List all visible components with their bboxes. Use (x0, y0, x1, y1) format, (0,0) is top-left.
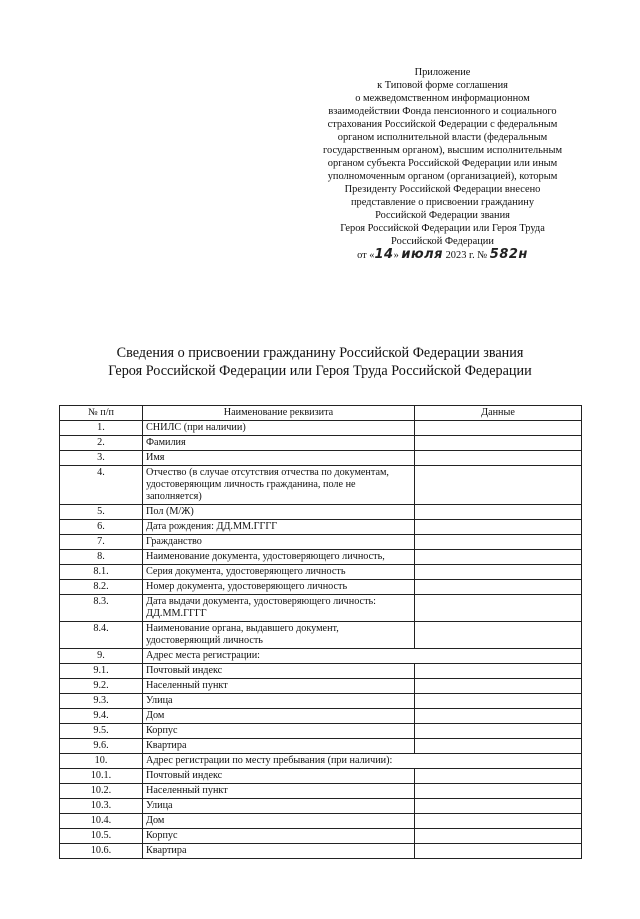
data-cell[interactable] (415, 739, 582, 754)
date-year: 2023 г. № (445, 250, 488, 261)
requisite-name: Фамилия (143, 436, 415, 451)
date-prefix: от « (357, 250, 375, 261)
row-number: 8.1. (60, 565, 143, 580)
date-mid: » (393, 250, 399, 261)
requisite-name: Населенный пункт (143, 679, 415, 694)
header-num: № п/п (60, 406, 143, 421)
table-row (60, 754, 582, 769)
row-number: 9.5. (60, 724, 143, 739)
row-number: 9.6. (60, 739, 143, 754)
data-cell[interactable] (415, 622, 582, 649)
data-cell[interactable] (415, 664, 582, 679)
table-row (60, 436, 582, 451)
row-number: 6. (60, 520, 143, 535)
data-cell[interactable] (415, 769, 582, 784)
table-row (60, 550, 582, 565)
row-number: 4. (60, 466, 143, 505)
data-cell[interactable] (415, 520, 582, 535)
table-row (60, 784, 582, 799)
table-row (60, 565, 582, 580)
table-row (60, 466, 582, 505)
data-cell[interactable] (415, 709, 582, 724)
table-row (60, 769, 582, 784)
table-row (60, 505, 582, 520)
row-number: 10.2. (60, 784, 143, 799)
data-cell[interactable] (415, 535, 582, 550)
appendix-line: представление о присвоении гражданину (350, 197, 535, 208)
table-header-row (60, 406, 582, 421)
row-number: 10. (60, 754, 143, 769)
requisites-table (59, 405, 582, 859)
requisite-name: Корпус (143, 829, 415, 844)
row-number: 9.3. (60, 694, 143, 709)
requisite-name: Улица (143, 799, 415, 814)
appendix-line: Российской Федерации звания (375, 210, 510, 221)
row-number: 10.6. (60, 844, 143, 859)
table-row (60, 649, 582, 664)
requisite-name: Квартира (143, 739, 415, 754)
table-row (60, 724, 582, 739)
appendix-line: государственным органом), высшим исполнительным (322, 145, 563, 156)
row-number: 10.3. (60, 799, 143, 814)
requisite-name: Номер документа, удостоверяющего личность (143, 580, 415, 595)
requisite-name: Дата рождения: ДД.ММ.ГГГГ (143, 520, 415, 535)
table-row (60, 694, 582, 709)
requisite-name: Улица (143, 694, 415, 709)
appendix-line: страхования Российской Федерации с федеральным (327, 119, 558, 130)
appendix-line: взаимодействии Фонда пенсионного и социального (328, 106, 557, 117)
appendix-line: Президенту Российской Федерации внесено (344, 184, 541, 195)
data-cell[interactable] (415, 595, 582, 622)
data-cell[interactable] (415, 679, 582, 694)
appendix-line: Приложение (414, 67, 471, 78)
requisite-name: Дом (143, 814, 415, 829)
row-number: 9.4. (60, 709, 143, 724)
table-row (60, 739, 582, 754)
data-cell[interactable] (415, 724, 582, 739)
table-row (60, 829, 582, 844)
row-number: 1. (60, 421, 143, 436)
date-month-handwritten: июля (401, 247, 443, 262)
appendix-line: Российской Федерации (391, 236, 494, 247)
data-cell[interactable] (415, 784, 582, 799)
data-cell[interactable] (415, 451, 582, 466)
row-number: 7. (60, 535, 143, 550)
appendix-line: к Типовой форме соглашения (377, 80, 508, 91)
table-body (60, 421, 582, 859)
table-row (60, 520, 582, 535)
row-number: 8.3. (60, 595, 143, 622)
data-cell[interactable] (415, 799, 582, 814)
row-number: 9. (60, 649, 143, 664)
row-number: 10.1. (60, 769, 143, 784)
table-row (60, 595, 582, 622)
data-cell[interactable] (415, 466, 582, 505)
requisite-name: Почтовый индекс (143, 769, 415, 784)
table-row (60, 799, 582, 814)
row-number: 9.2. (60, 679, 143, 694)
table-row (60, 622, 582, 649)
requisite-name: Наименование документа, удостоверяющего личность, (143, 550, 415, 565)
data-cell[interactable] (415, 694, 582, 709)
row-number: 8.2. (60, 580, 143, 595)
row-number: 10.5. (60, 829, 143, 844)
row-number: 3. (60, 451, 143, 466)
requisite-name: Имя (143, 451, 415, 466)
date-day-handwritten: 14 (374, 247, 394, 262)
table-row (60, 679, 582, 694)
data-cell[interactable] (415, 421, 582, 436)
appendix-line: Героя Российской Федерации или Героя Труда (340, 223, 545, 234)
row-number: 2. (60, 436, 143, 451)
requisite-name: Пол (М/Ж) (143, 505, 415, 520)
requisite-name: Серия документа, удостоверяющего личность (143, 565, 415, 580)
requisite-name: Почтовый индекс (143, 664, 415, 679)
requisite-name: Дом (143, 709, 415, 724)
data-cell[interactable] (415, 844, 582, 859)
order-date-line (300, 248, 585, 262)
table-row (60, 451, 582, 466)
requisite-name: Дата выдачи документа, удостоверяющего личность: ДД.ММ.ГГГГ (143, 595, 415, 622)
requisite-name: Квартира (143, 844, 415, 859)
table-row (60, 664, 582, 679)
requisite-name: Отчество (в случае отсутствия отчества по документам, удостоверяющим личность гражданина, поле не заполняется) (143, 466, 415, 505)
document-title (40, 344, 600, 380)
appendix-header (300, 66, 585, 262)
row-number: 8. (60, 550, 143, 565)
table-row (60, 709, 582, 724)
appendix-line: органом исполнительной власти (федеральным (337, 132, 548, 143)
header-data: Данные (415, 406, 582, 421)
data-cell[interactable] (415, 550, 582, 565)
data-cell[interactable] (415, 565, 582, 580)
table-row (60, 844, 582, 859)
row-number: 9.1. (60, 664, 143, 679)
data-cell[interactable] (415, 580, 582, 595)
title-line-1: Сведения о присвоении гражданину Российской Федерации звания (116, 345, 524, 361)
table-row (60, 535, 582, 550)
header-name: Наименование реквизита (143, 406, 415, 421)
requisite-name: Населенный пункт (143, 784, 415, 799)
data-cell[interactable] (415, 829, 582, 844)
appendix-line: о межведомственном информационном (355, 93, 530, 104)
table-row (60, 421, 582, 436)
requisite-name: Наименование органа, выдавшего документ, удостоверяющий личность (143, 622, 415, 649)
data-cell[interactable] (415, 505, 582, 520)
data-cell[interactable] (415, 814, 582, 829)
table-row (60, 814, 582, 829)
requisite-name: Гражданство (143, 535, 415, 550)
requisite-name: СНИЛС (при наличии) (143, 421, 415, 436)
row-number: 8.4. (60, 622, 143, 649)
order-number-handwritten: 582н (489, 247, 528, 262)
appendix-line: органом субъекта Российской Федерации или иным (327, 158, 558, 169)
appendix-line: уполномоченным органом (организацией), которым (327, 171, 558, 182)
row-number: 5. (60, 505, 143, 520)
table-row (60, 580, 582, 595)
requisite-name: Корпус (143, 724, 415, 739)
title-line-2: Героя Российской Федерации или Героя Труда Российской Федерации (108, 363, 532, 379)
requisite-name: Адрес места регистрации: (143, 649, 582, 664)
requisite-name: Адрес регистрации по месту пребывания (при наличии): (143, 754, 582, 769)
row-number: 10.4. (60, 814, 143, 829)
data-cell[interactable] (415, 436, 582, 451)
